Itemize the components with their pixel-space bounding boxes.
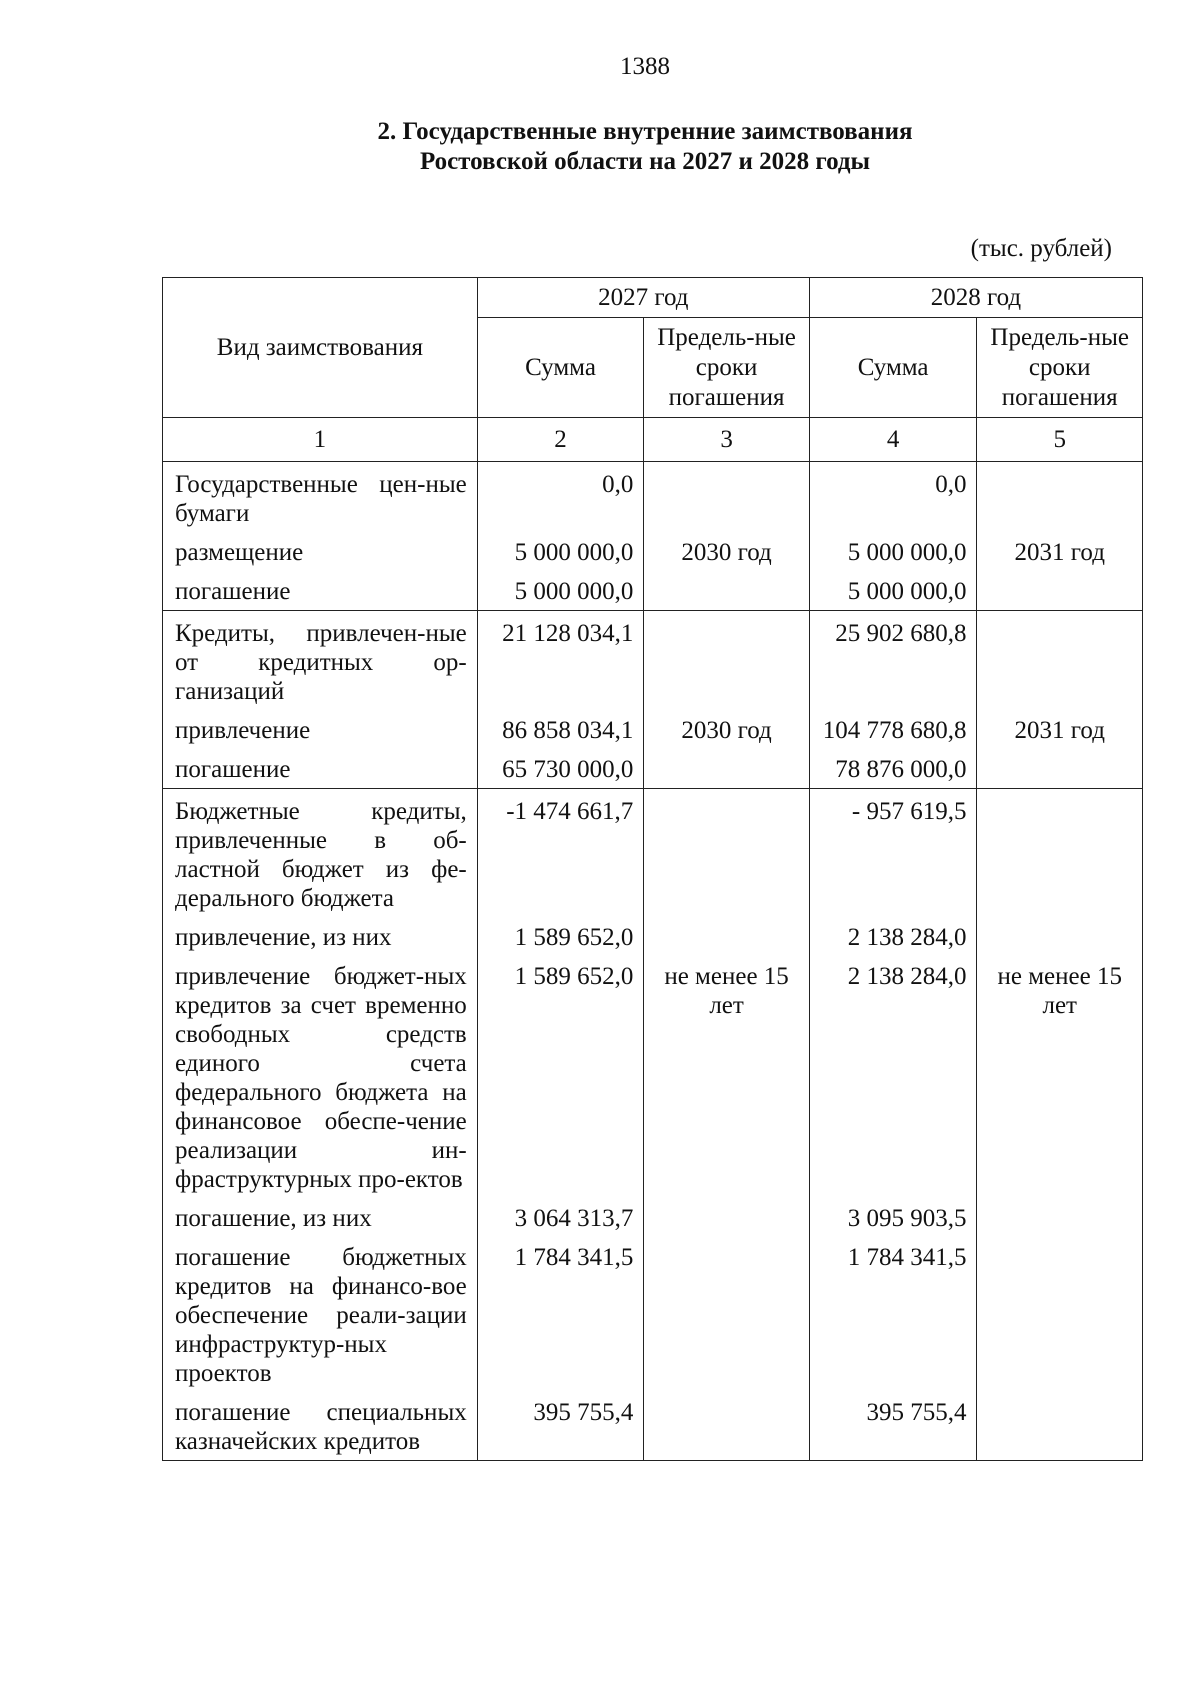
row-label: Бюджетные кредиты, привлеченные в об-ластной бюджет из фе-дерального бюджета	[175, 798, 467, 912]
sum-cell	[477, 462, 644, 611]
row-term	[977, 923, 1142, 952]
table-section	[163, 611, 1143, 789]
row-term	[977, 755, 1142, 784]
row-sum: 3 095 903,5	[847, 1205, 967, 1232]
header-kind: Вид заимствования	[163, 278, 478, 418]
row-term	[644, 923, 809, 952]
table-body	[163, 462, 1143, 1461]
row-label: привлечение, из них	[175, 924, 392, 951]
header-terms-2027	[644, 318, 810, 418]
term-cell	[644, 611, 810, 789]
column-number: 3	[644, 418, 810, 462]
row-sum: 0,0	[935, 471, 967, 498]
row-sum: 65 730 000,0	[502, 756, 634, 783]
page-number: 1388	[620, 53, 670, 80]
row-term	[644, 577, 809, 606]
row-term	[644, 1398, 809, 1456]
row-term	[644, 470, 809, 528]
row-term	[644, 1204, 809, 1233]
row-term: 2030 год	[681, 539, 772, 566]
term-cell	[977, 611, 1143, 789]
term-cell	[644, 789, 810, 1461]
row-sum: 2 138 284,0	[847, 924, 967, 951]
row-term: не менее 15 лет	[997, 963, 1122, 1019]
sum-cell	[809, 611, 977, 789]
column-number: 4	[809, 418, 977, 462]
row-sum: 86 858 034,1	[502, 717, 634, 744]
header-year-2028: 2028 год	[809, 278, 1142, 318]
row-term: 2031 год	[1014, 539, 1105, 566]
row-label: размещение	[175, 539, 304, 566]
row-label: Государственные цен-ные бумаги	[175, 471, 467, 527]
row-sum: 395 755,4	[533, 1399, 634, 1426]
row-label: погашение	[175, 578, 291, 605]
section-title	[0, 117, 1200, 177]
row-sum: 78 876 000,0	[835, 756, 967, 783]
row-sum: 5 000 000,0	[514, 578, 634, 605]
row-sum: 21 128 034,1	[502, 620, 634, 647]
sum-cell	[477, 789, 644, 1461]
row-sum: 104 778 680,8	[822, 717, 967, 744]
row-sum: 0,0	[602, 471, 634, 498]
row-sum: - 957 619,5	[851, 798, 967, 825]
row-sum: 5 000 000,0	[847, 578, 967, 605]
borrowings-table	[162, 277, 1143, 1461]
row-sum: 5 000 000,0	[847, 539, 967, 566]
row-sum: 3 064 313,7	[514, 1205, 634, 1232]
header-terms-text: Предель-ные сроки погашения	[990, 323, 1130, 411]
row-sum: 1 784 341,5	[514, 1244, 634, 1271]
label-cell	[163, 789, 478, 1461]
label-cell	[163, 611, 478, 789]
row-label: погашение	[175, 756, 291, 783]
header-terms-text: Предель-ные сроки погашения	[657, 323, 796, 411]
row-sum: 2 138 284,0	[847, 963, 967, 990]
row-sum: 25 902 680,8	[835, 620, 967, 647]
row-term: 2031 год	[1014, 717, 1105, 744]
sum-cell	[477, 611, 644, 789]
header-sum-2027: Сумма	[477, 318, 644, 418]
sum-cell	[809, 789, 977, 1461]
row-term	[644, 797, 809, 913]
row-sum: 1 784 341,5	[847, 1244, 967, 1271]
row-term	[977, 619, 1142, 706]
row-term: не менее 15 лет	[664, 963, 789, 1019]
sum-cell	[809, 462, 977, 611]
row-sum: 5 000 000,0	[514, 539, 634, 566]
column-number: 1	[163, 418, 478, 462]
header-year-2027: 2027 год	[477, 278, 809, 318]
header-terms-2028	[977, 318, 1143, 418]
row-term: 2030 год	[681, 717, 772, 744]
term-cell	[977, 789, 1143, 1461]
row-term	[644, 755, 809, 784]
row-label: погашение бюджетных кредитов на финансо-вое обеспечение реали-зации инфраструктур-ных проектов	[175, 1244, 467, 1387]
row-label: Кредиты, привлечен-ные от кредитных ор-ганизаций	[175, 620, 467, 705]
row-sum: 1 589 652,0	[514, 963, 634, 990]
row-term	[977, 470, 1142, 528]
row-term	[977, 1243, 1142, 1388]
title-line-1: 2. Государственные внутренние заимствования	[377, 118, 913, 145]
row-label: привлечение бюджет-ных кредитов за счет временно свободных средств единого счета федерального бюджета на финансовое обеспе-чение реализации ин-фраструктурных про-ектов	[175, 963, 467, 1193]
row-sum: 1 589 652,0	[514, 924, 634, 951]
row-sum: 395 755,4	[866, 1399, 967, 1426]
column-number: 2	[477, 418, 644, 462]
row-term	[977, 577, 1142, 606]
row-label: привлечение	[175, 717, 311, 744]
table-section	[163, 462, 1143, 611]
title-line-2: Ростовской области на 2027 и 2028 годы	[419, 148, 871, 175]
header-sum-2028: Сумма	[809, 318, 977, 418]
units-note: (тыс. рублей)	[970, 235, 1112, 262]
row-sum: -1 474 661,7	[506, 798, 634, 825]
row-label: погашение специальных казначейских кредитов	[175, 1399, 467, 1455]
label-cell	[163, 462, 478, 611]
term-cell	[977, 462, 1143, 611]
row-term	[977, 797, 1142, 913]
row-term	[644, 1243, 809, 1388]
row-term	[644, 619, 809, 706]
row-term	[977, 1398, 1142, 1456]
row-label: погашение, из них	[175, 1205, 372, 1232]
row-term	[977, 1204, 1142, 1233]
table-section	[163, 789, 1143, 1461]
term-cell	[644, 462, 810, 611]
column-number: 5	[977, 418, 1143, 462]
